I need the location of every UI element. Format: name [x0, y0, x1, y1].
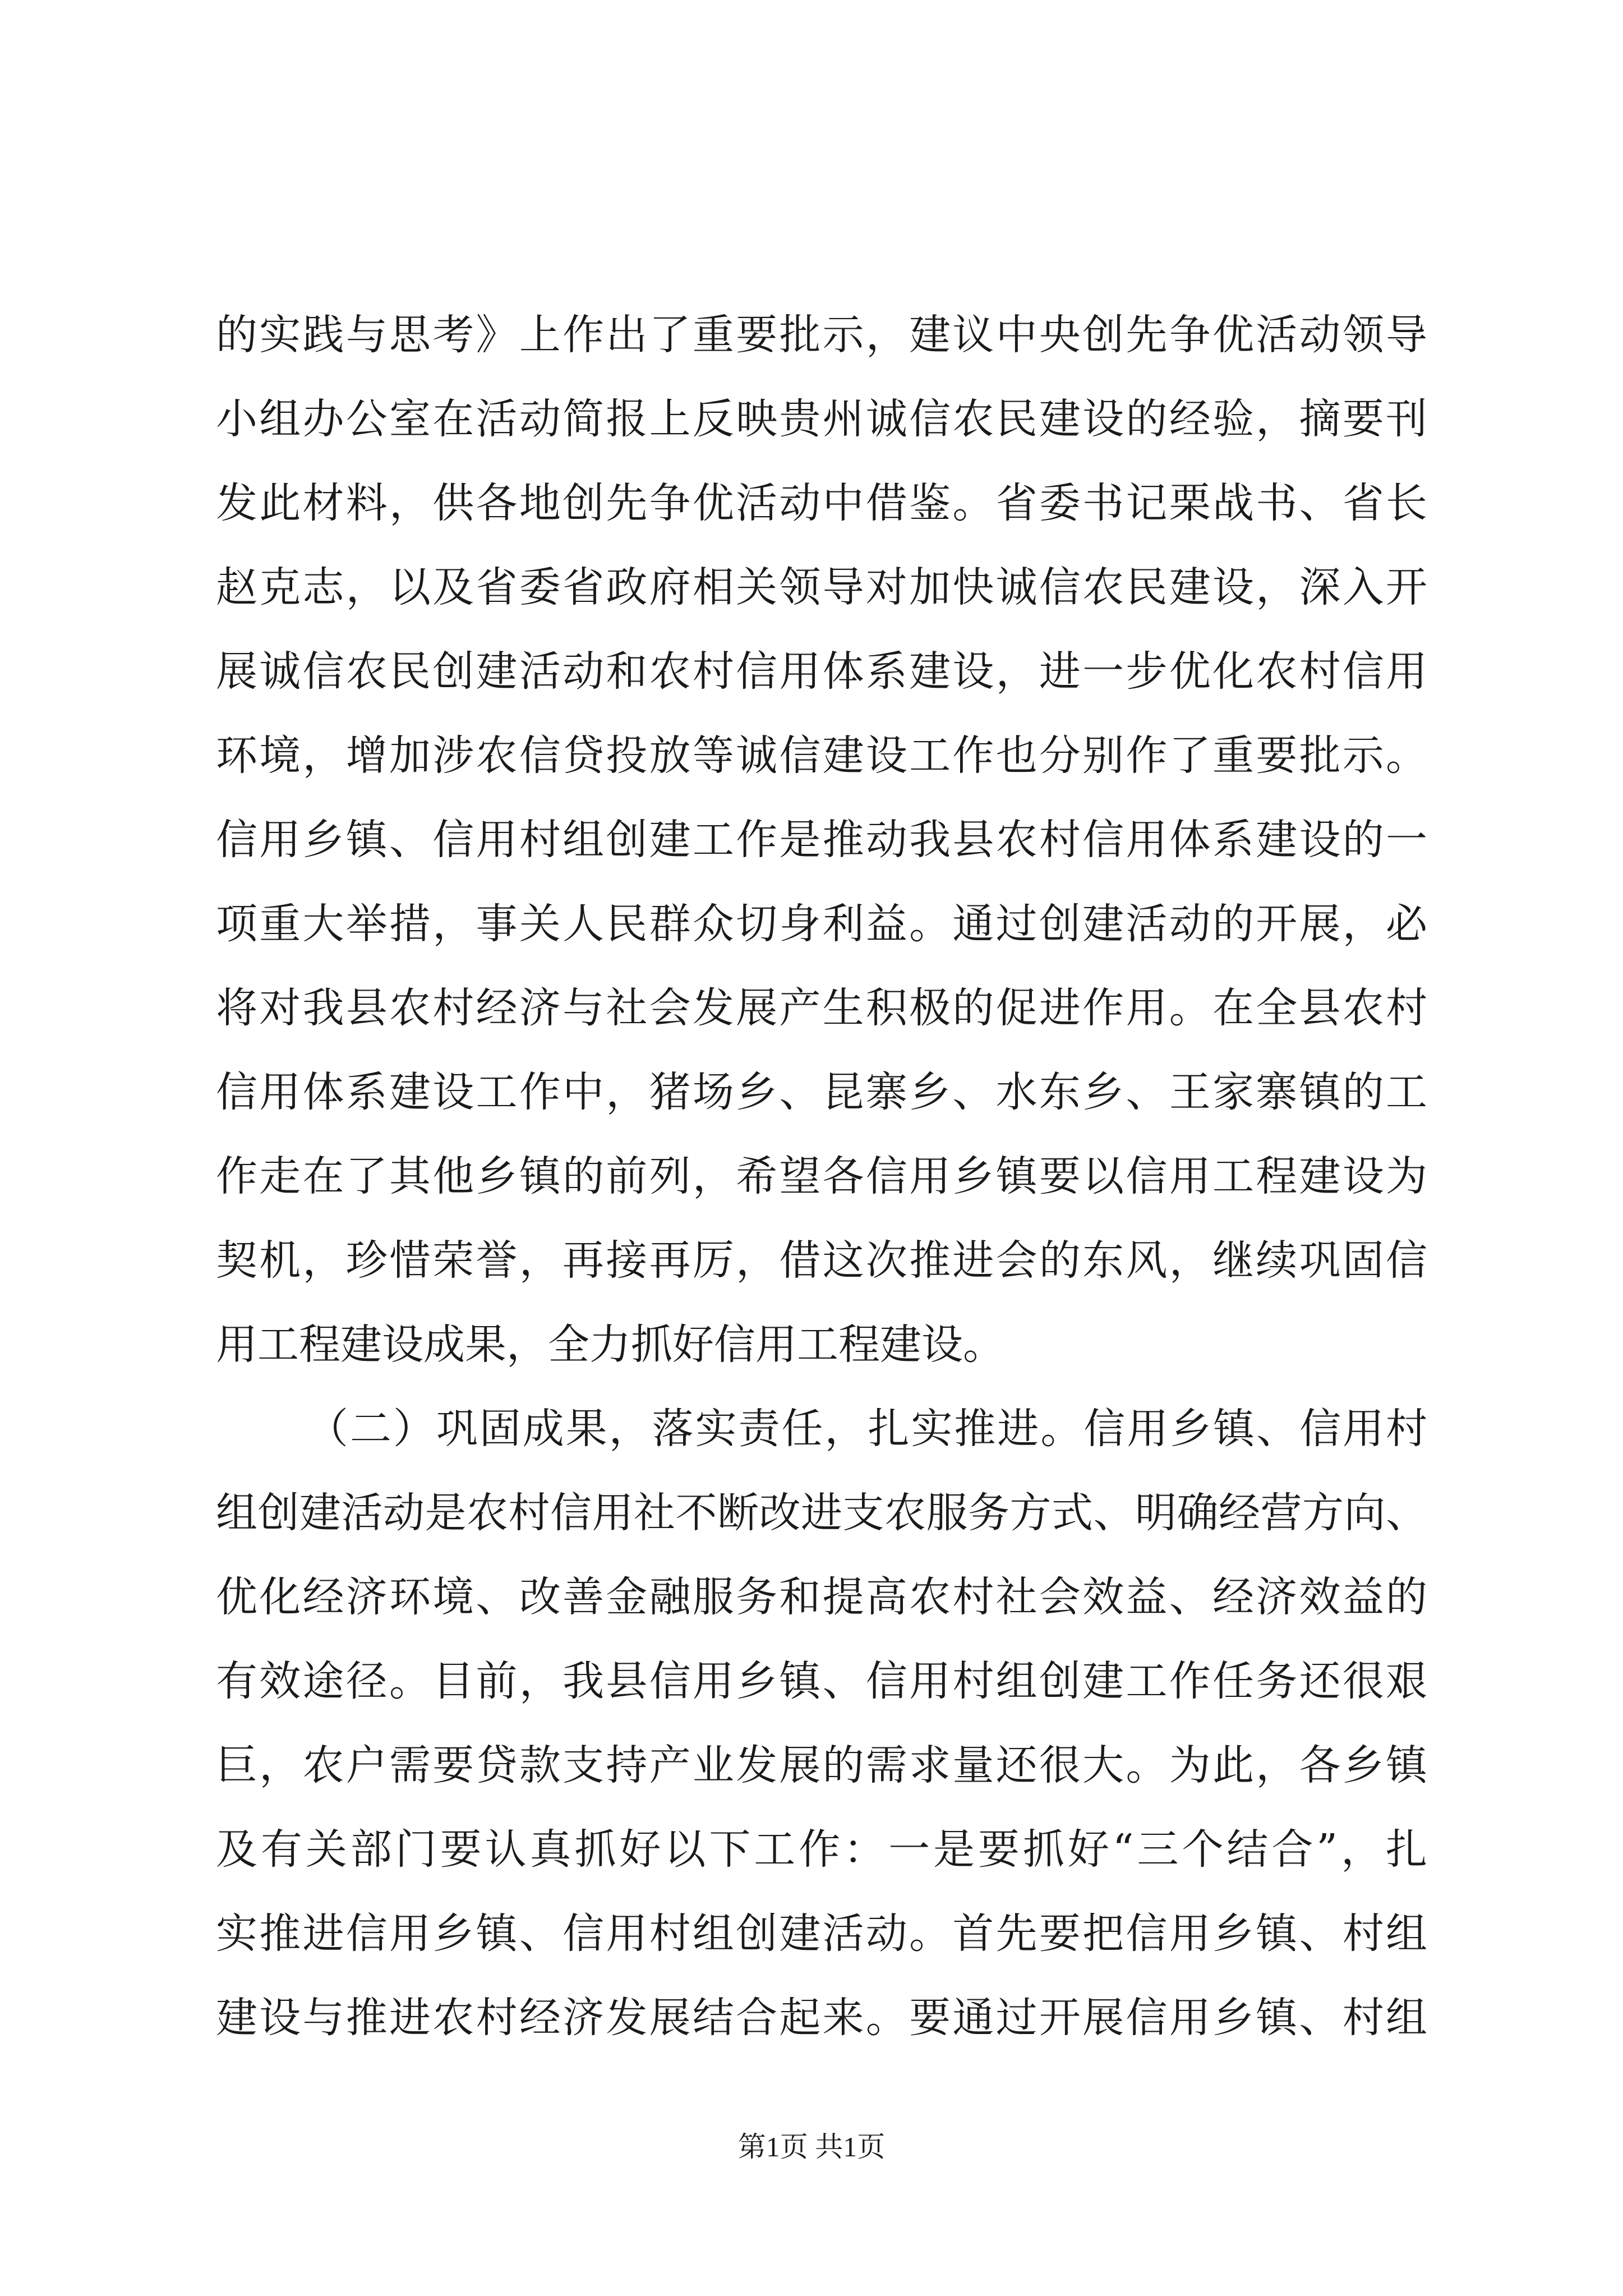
text-line: 的实践与思考》上作出了重要批示，建议中央创先争优活动领导 — [216, 311, 1427, 359]
text-line: 及有关部门要认真抓好以下工作：一是要抓好“三个结合”，扎 — [216, 1825, 1427, 1874]
text-line: 展诚信农民创建活动和农村信用体系建设，进一步优化农村信用 — [216, 647, 1427, 696]
text-line: 环境，增加涉农信贷投放等诚信建设工作也分别作了重要批示。 — [216, 731, 1427, 780]
text-line: 建设与推进农村经济发展结合起来。要通过开展信用乡镇、村组 — [216, 1994, 1427, 2042]
text-line: 巨，农户需要贷款支持产业发展的需求量还很大。为此，各乡镇 — [216, 1741, 1427, 1789]
text-line: 项重大举措，事关人民群众切身利益。通过创建活动的开展，必 — [216, 900, 1427, 948]
text-line: 优化经济环境、改善金融服务和提高农村社会效益、经济效益的 — [216, 1573, 1427, 1621]
text-line: 发此材料，供各地创先争优活动中借鉴。省委书记栗战书、省长 — [216, 479, 1427, 527]
paragraph — [216, 1387, 1427, 2060]
text-line: 将对我县农村经济与社会发展产生积极的促进作用。在全县农村 — [216, 984, 1427, 1032]
page-footer: 第1页 共1页 — [737, 2131, 886, 2162]
text-line: （二）巩固成果，落实责任，扎实推进。信用乡镇、信用村 — [307, 1405, 1427, 1453]
text-line: 有效途径。目前，我县信用乡镇、信用村组创建工作任务还很艰 — [216, 1657, 1427, 1705]
text-line: 作走在了其他乡镇的前列，希望各信用乡镇要以信用工程建设为 — [216, 1152, 1427, 1200]
text-line: 信用体系建设工作中，猪场乡、昆寨乡、水东乡、王家寨镇的工 — [216, 1068, 1427, 1116]
text-line: 赵克志，以及省委省政府相关领导对加快诚信农民建设，深入开 — [216, 563, 1427, 611]
text-line: 信用乡镇、信用村组创建工作是推动我县农村信用体系建设的一 — [216, 816, 1427, 864]
text-line: 契机，珍惜荣誉，再接再厉，借这次推进会的东风，继续巩固信 — [216, 1236, 1427, 1285]
text-line: 实推进信用乡镇、信用村组创建活动。首先要把信用乡镇、村组 — [216, 1910, 1427, 1958]
text-line: 用工程建设成果，全力抓好信用工程建设。 — [216, 1320, 1004, 1369]
text-line: 组创建活动是农村信用社不断改进支农服务方式、明确经营方向、 — [216, 1489, 1427, 1537]
paragraph — [216, 293, 1427, 1387]
text-line: 小组办公室在活动简报上反映贵州诚信农民建设的经验，摘要刊 — [216, 395, 1427, 443]
body-text — [216, 293, 1427, 2060]
